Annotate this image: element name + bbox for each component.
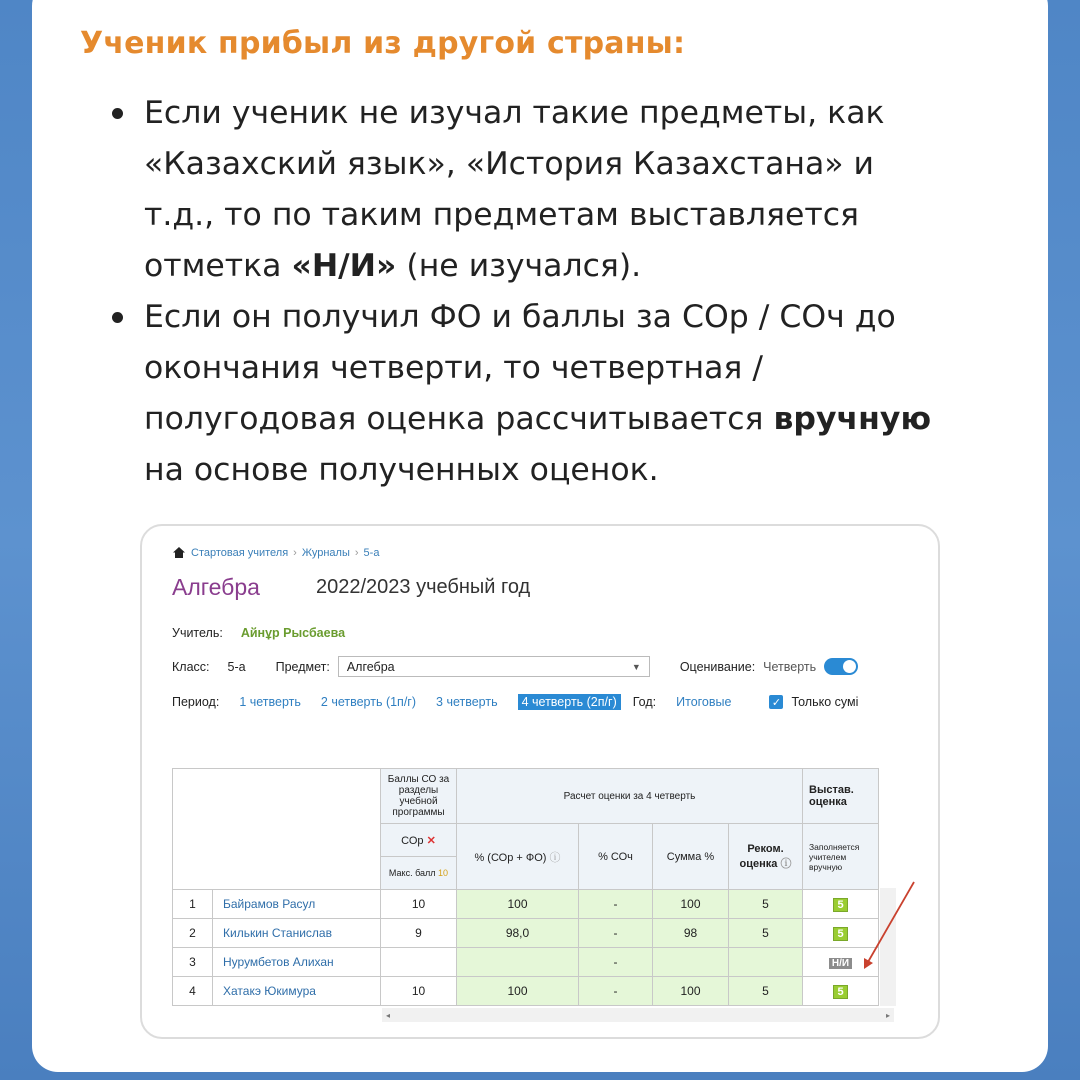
grading-label: Оценивание: — [679, 659, 756, 674]
year-label: Год: — [632, 695, 657, 709]
annotation-arrow-icon — [142, 526, 940, 1039]
bullet-dot-icon — [112, 108, 123, 119]
only-sum-checkbox[interactable]: ✓ — [769, 695, 783, 709]
pct-cell: 98,0 — [457, 919, 579, 948]
pct-header-label: % (СОр + ФО) — [474, 851, 547, 864]
max-score-value: 10 — [438, 868, 449, 878]
teacher-name: Айнұр Рысбаева — [240, 626, 346, 640]
period-link-q3[interactable]: 3 четверть — [436, 695, 498, 709]
scores-header: Баллы СО за разделы учебной программы — [381, 769, 457, 824]
breadcrumb-separator: › — [293, 546, 297, 559]
bullet-item — [108, 88, 948, 292]
sor-header-label: СОр — [401, 834, 424, 847]
class-value: 5-а — [227, 659, 246, 674]
fill-note-header: Заполняется учителем вручную — [803, 824, 879, 890]
grading-value: Четверть — [763, 659, 817, 674]
sum-cell: 100 — [653, 890, 729, 919]
bullet-text: Если ученик не изучал такие предметы, как «Казахский язык», «История Казахстана» и т.д., то по таким предметам выставляется отметка — [144, 95, 885, 284]
breadcrumb-link[interactable]: Журналы — [301, 546, 350, 559]
breadcrumb-link[interactable]: Стартовая учителя — [191, 546, 289, 559]
subject-label: Предмет: — [275, 659, 330, 674]
subject-title: Алгебра — [172, 574, 260, 600]
grade-badge[interactable]: 5 — [833, 898, 847, 912]
student-name[interactable]: Нурумбетов Алихан — [213, 948, 381, 977]
scroll-left-icon[interactable]: ◂ — [386, 1010, 391, 1020]
bullet-bold-text: «Н/И» — [291, 248, 397, 284]
only-sum-label: Только сумі — [791, 695, 859, 709]
final-grade-header: Выстав. оценка — [803, 769, 879, 824]
subject-select-value: Алгебра — [346, 659, 395, 674]
bullet-text: Если он получил ФО и баллы за СОр / СОч до окончания четверти, то четвертная / полугодовая оценка рассчитывается — [144, 299, 896, 437]
bullet-text: (не изучался). — [396, 248, 642, 284]
grade-badge[interactable]: 5 — [833, 927, 847, 941]
sum-cell: 100 — [653, 977, 729, 1006]
sum-cell: 98 — [653, 919, 729, 948]
close-icon[interactable]: ✕ — [426, 834, 436, 847]
scroll-right-icon[interactable]: ▸ — [885, 1010, 890, 1020]
school-year: 2022/2023 учебный год — [316, 576, 531, 598]
bullet-dot-icon — [112, 312, 123, 323]
breadcrumb-separator: › — [354, 546, 359, 559]
class-label: Класс: — [172, 659, 210, 674]
bullet-text: на основе полученных оценок. — [144, 452, 659, 488]
row-number: 4 — [173, 977, 213, 1006]
student-name[interactable]: Байрамов Расул — [213, 890, 381, 919]
sor-cell[interactable]: 9 — [381, 919, 457, 948]
help-icon[interactable]: ⓘ — [780, 857, 792, 870]
sor-cell[interactable]: 10 — [381, 977, 457, 1006]
help-icon[interactable]: ⓘ — [549, 851, 561, 864]
page-heading: Ученик прибыл из другой страны: — [80, 26, 686, 61]
soch-cell: - — [579, 948, 653, 977]
student-name[interactable]: Килькин Станислав — [213, 919, 381, 948]
breadcrumb-link[interactable]: 5-а — [363, 546, 380, 559]
sor-cell[interactable]: 10 — [381, 890, 457, 919]
rec-cell: 5 — [729, 890, 803, 919]
soch-cell: - — [579, 977, 653, 1006]
max-score-label: Макс. балл — [388, 868, 436, 878]
rec-header-label: Реком. оценка — [739, 842, 784, 870]
row-number: 3 — [173, 948, 213, 977]
bullet-list — [108, 88, 988, 496]
calc-header: Расчет оценки за 4 четверть — [457, 769, 803, 824]
student-name[interactable]: Хатакэ Юкимура — [213, 977, 381, 1006]
year-final-link[interactable]: Итоговые — [676, 695, 732, 709]
grade-badge-ni[interactable]: Н/И — [829, 958, 852, 969]
teacher-label: Учитель: — [172, 626, 223, 640]
soch-header: % СОч — [579, 824, 653, 890]
row-number: 2 — [173, 919, 213, 948]
rec-cell: 5 — [729, 977, 803, 1006]
rec-cell: 5 — [729, 919, 803, 948]
soch-cell: - — [579, 890, 653, 919]
period-link-q1[interactable]: 1 четверть — [239, 695, 301, 709]
pct-cell: 100 — [457, 890, 579, 919]
period-label: Период: — [172, 695, 220, 709]
pct-cell: 100 — [457, 977, 579, 1006]
period-link-q2[interactable]: 2 четверть (1п/г) — [320, 695, 417, 709]
bullet-item — [108, 292, 948, 496]
soch-cell: - — [579, 919, 653, 948]
journal-screenshot — [140, 524, 940, 1039]
bullet-bold-text: вручную — [773, 401, 932, 437]
sum-header: Сумма % — [653, 824, 729, 890]
period-link-q4-active[interactable]: 4 четверть (2п/г) — [518, 694, 621, 710]
chevron-down-icon: ▼ — [631, 661, 641, 672]
row-number: 1 — [173, 890, 213, 919]
grade-badge[interactable]: 5 — [833, 985, 847, 999]
